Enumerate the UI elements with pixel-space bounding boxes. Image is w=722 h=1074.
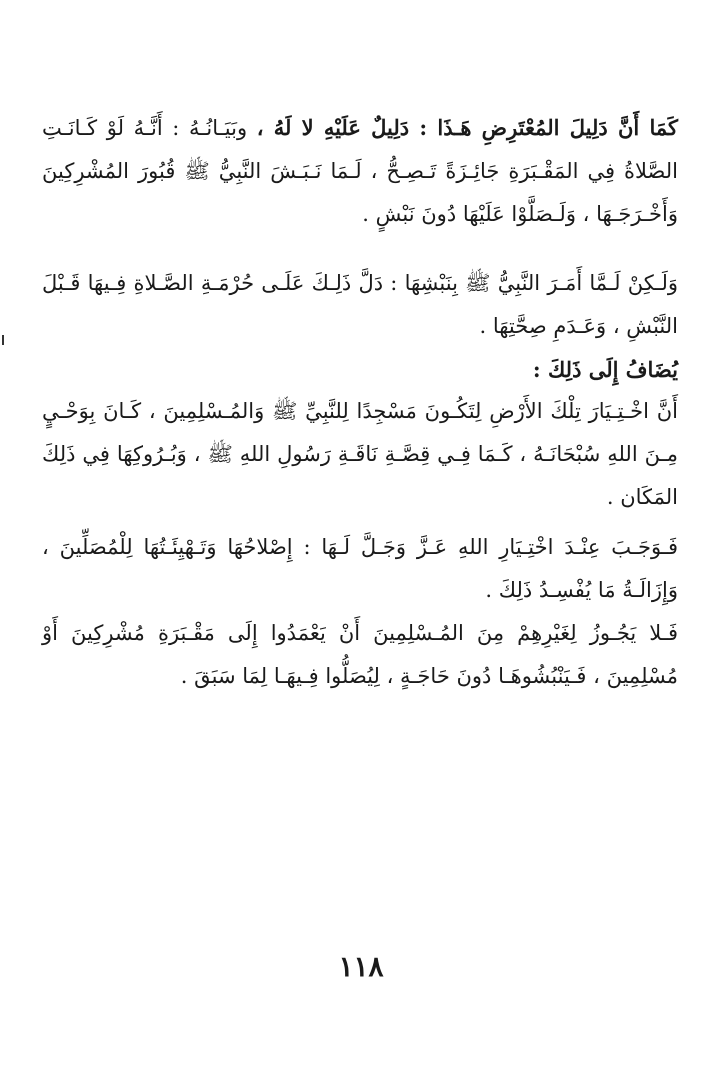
page-edge-mark (2, 335, 4, 345)
paragraph-1-lead: كَمَا أَنَّ دَلِيلَ المُعْتَرِضِ هَـذَا : دَلِيلٌ عَلَيْهِ لا لَهُ ، (256, 115, 678, 140)
paragraph-1 (42, 106, 678, 236)
section-heading: يُضَافُ إِلَى ذَلِكَ : (532, 357, 678, 382)
body-text-4 (42, 390, 678, 519)
paragraph-1-text: وبَيَـانُـهُ : أَنَّـهُ لَوْ كَـانَـتِ الصَّلاةُ فِي المَقْـبَرَةِ جَائِـزَةً تَـصِـحُّ ، لَـمَا نَـبَـشَ النَّبِيُّ ﷺ قُبُورَ المُشْرِكِينَ وَأَخْـرَجَـهَا ، وَلَـصَلَّوْا عَلَيْهَا دُونَ نَبْشٍ . (42, 116, 678, 226)
body-text-5 (42, 526, 678, 612)
body-text (42, 106, 678, 236)
body-text-2 (42, 262, 678, 348)
page-number: ١١٨ (338, 950, 384, 983)
paragraph-4: فَـوَجَـبَ عِنْـدَ اخْتِـيَارِ اللهِ عَـزَّ وَجَـلَّ لَـهَا : إِصْلاحُهَا وَتَـهْيِئَـتُهَا لِلْمُصَلِّينَ ، وَإِزَالَـةُ مَا يُفْسِـدُ ذَلِكَ . (42, 535, 678, 602)
body-text-6 (42, 612, 678, 698)
paragraph-2: وَلَـكِنْ لَـمَّا أَمَـرَ النَّبِيُّ ﷺ بِنَبْشِهَا : دَلَّ ذَلِـكَ عَلَـى حُرْمَـةِ الصَّـلاةِ فِـيهَا قَـبْلَ النَّبْشِ ، وَعَـدَمِ صِحَّتِهَا . (42, 271, 678, 338)
body-text-3 (42, 348, 678, 391)
paragraph-5: فَـلا يَجُـوزُ لِغَيْرِهِمْ مِنَ المُـسْلِمِينَ أَنْ يَعْمَدُوا إِلَى مَقْـبَرَةِ مُشْرِكِينَ أَوْ مُسْلِمِينَ ، فَـيَنْبُشُوهَـا دُونَ حَاجَـةٍ ، لِيُصَلُّوا فِـيهَـا لِمَا سَبَقَ . (42, 621, 678, 688)
paragraph-3: أَنَّ اخْـتِـيَارَ تِلْكَ الأَرْضِ لِتَكُـونَ مَسْجِدًا لِلنَّبِيِّ ﷺ وَالمُـسْلِمِينَ ، كَـانَ بِوَحْـيٍ مِـنَ اللهِ سُبْحَانَـهُ ، كَـمَا فِـي قِصَّـةِ نَاقَـةِ رَسُولِ اللهِ ﷺ ، وَبُـرُوكِهَا فِي ذَلِكَ المَكَان . (42, 399, 678, 509)
